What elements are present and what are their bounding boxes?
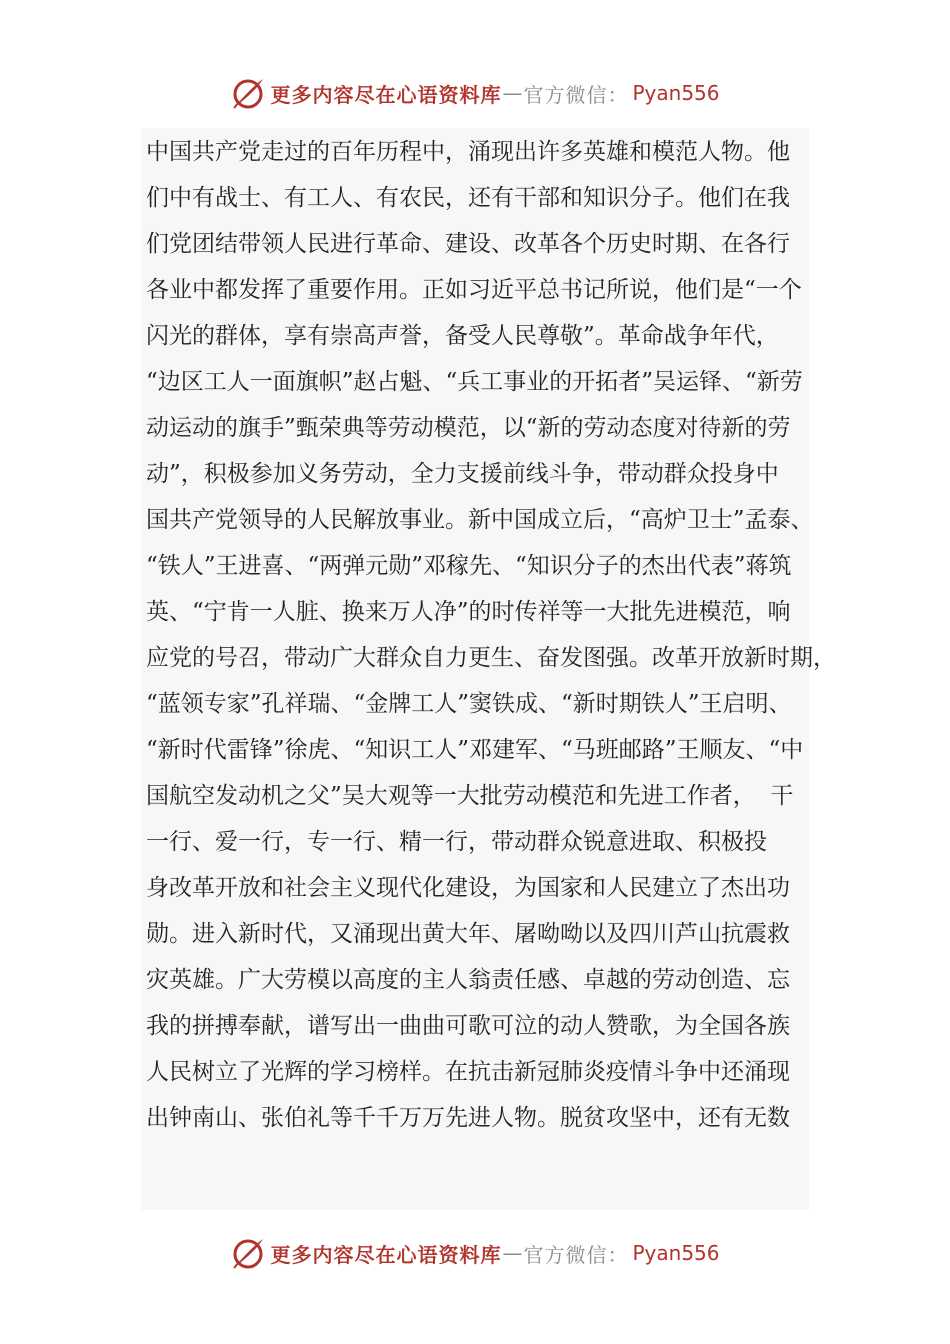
body-line: 各业中都发挥了重要作用。正如习近平总书记所说，他们是“一个: [146, 277, 802, 303]
body-line: 闪光的群体，享有崇高声誉，备受人民尊敬”。革命战争年代，: [146, 323, 779, 349]
body-line: 们中有战士、有工人、有农民，还有干部和知识分子。他们在我: [146, 185, 790, 211]
body-line: 应党的号召，带动广大群众自力更生、奋发图强。改革开放新时期，: [146, 645, 836, 671]
quill-logo-icon: [230, 75, 266, 111]
banner-title: 更多内容尽在心语资料库: [270, 82, 502, 107]
banner-subtitle: 官方微信：: [523, 1242, 629, 1267]
body-line: “蓝领专家”孔祥瑞、“金牌工人”窦铁成、“新时期铁人”王启明、: [146, 691, 792, 717]
body-line: 身改革开放和社会主义现代化建设，为国家和人民建立了杰出功: [146, 875, 790, 901]
body-line: 出钟南山、张伯礼等千千万万先进人物。脱贫攻坚中，还有无数: [146, 1105, 790, 1131]
body-line: 人民树立了光辉的学习榜样。在抗击新冠肺炎疫情斗争中还涌现: [146, 1059, 790, 1085]
banner-separator: —: [502, 81, 523, 105]
body-line: 中国共产党走过的百年历程中，涌现出许多英雄和模范人物。他: [146, 139, 790, 165]
body-line: “边区工人一面旗帜”赵占魁、“兵工事业的开拓者”吴运铎、“新劳: [146, 369, 803, 395]
banner-separator: —: [502, 1241, 523, 1265]
banner-title: 更多内容尽在心语资料库: [270, 1242, 502, 1267]
banner-wechat-id: Pyan556: [632, 1241, 720, 1265]
body-line: “新时代雷锋”徐虎、“知识工人”邓建军、“马班邮路”王顺友、“中: [146, 737, 804, 763]
banner-subtitle: 官方微信：: [523, 82, 629, 107]
body-line: 英、“宁肯一人脏、换来万人净”的时传祥等一大批先进模范，响: [146, 599, 791, 625]
body-line: 我的拼搏奉献，谱写出一曲曲可歌可泣的动人赞歌，为全国各族: [146, 1013, 790, 1039]
banner-wechat-id: Pyan556: [632, 81, 720, 105]
body-line: 动运动的旗手”甄荣典等劳动模范，以“新的劳动态度对待新的劳: [146, 415, 791, 441]
body-line: 勋。进入新时代，又涌现出黄大年、屠呦呦以及四川芦山抗震救: [146, 921, 790, 947]
quill-logo-icon: [230, 1235, 266, 1271]
body-line: “铁人”王进喜、“两弹元勋”邓稼先、“知识分子的杰出代表”蒋筑: [146, 553, 792, 579]
header-banner: [0, 73, 950, 113]
body-line: 国共产党领导的人民解放事业。新中国成立后，“高炉卫士”孟泰、: [146, 507, 814, 533]
body-line: 灾英雄。广大劳模以高度的主人翁责任感、卓越的劳动创造、忘: [146, 967, 790, 993]
footer-banner: [0, 1233, 950, 1273]
body-line: 国航空发动机之父”吴大观等一大批劳动模范和先进工作者， 干: [146, 783, 794, 809]
body-line: 动”，积极参加义务劳动，全力支援前线斗争，带动群众投身中: [146, 461, 779, 487]
body-line: 们党团结带领人民进行革命、建设、改革各个历史时期、在各行: [146, 231, 790, 257]
body-line: 一行、爱一行，专一行、精一行，带动群众锐意进取、积极投: [146, 829, 767, 855]
